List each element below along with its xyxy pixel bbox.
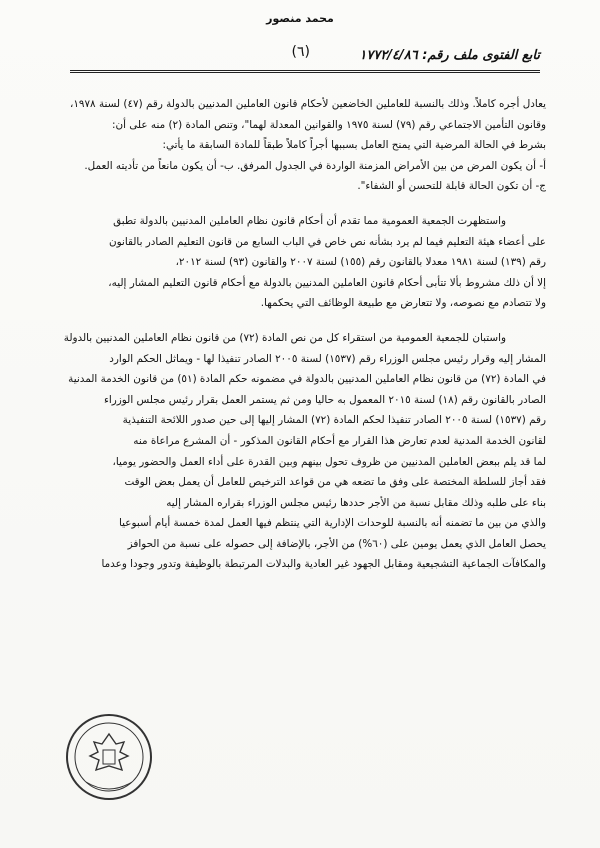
text-line: واستظهرت الجمعية العمومية مما تقدم أن أحكام قانون نظام العاملين المدنيين بالدولة تطبق <box>113 214 506 227</box>
page-number: (٦) <box>291 44 310 60</box>
text-line: في المادة (٧٢) من قانون نظام العاملين المدنيين بالدولة في مضمونه حكم المادة (٥١) من قانون الخدمة المدنية <box>68 373 546 386</box>
text-line: وقانون التأمين الاجتماعي رقم (٧٩) لسنة ١٩٧٥ والقوانين المعدلة لهما"، وتنص المادة (٢) منه على أن: <box>111 118 546 131</box>
text-line: والمكافآت الجماعية التشجيعية ومقابل الجهود غير العادية والبدلات المرتبطة بالوظيفة وتدور وجودا وعدما <box>101 558 546 571</box>
body-text <box>62 94 546 575</box>
text-line: فقد أجاز للسلطة المختصة على وفق ما تضعه هي من قواعد الترخيص للعامل أن يعمل بعض الوقت <box>124 476 546 489</box>
text-line: الصادر بالقانون رقم (١٨) لسنة ٢٠١٥ المعمول به حاليا ومن ثم يستمر العمل بقرار رئيس مجلس الوزراء <box>104 393 546 406</box>
text-line: لما قد يلم ببعض العاملين المدنيين من ظروف تحول بينهم وبين القدرة على أداء العمل والحضور يوميا، <box>112 455 546 468</box>
text-line: المشار إليه وقرار رئيس مجلس الوزراء رقم (١٥٣٧) لسنة ٢٠٠٥ الصادر تنفيذا لها - ويماثل الحكم الوارد <box>109 352 546 365</box>
text-line: واستبان للجمعية العمومية من استقراء كل من نص المادة (٧٢) من قانون نظام العاملين المدنيين بالدولة <box>63 331 506 344</box>
text-line: رقم (١٣٩) لسنة ١٩٨١ معدلا بالقانون رقم (١٥٥) لسنة ٢٠٠٧ والقانون (٩٣) لسنة ٢٠١٢، <box>175 256 546 269</box>
header-rule <box>70 70 540 73</box>
text-line: بشرط في الحالة المرضية التي يمنح العامل بسببها أجراً كاملاً طبقاً للمادة السابقة ما يأتي: <box>162 139 546 152</box>
text-line: على أعضاء هيئة التعليم فيما لم يرد بشأنه نص خاص في الباب السابع من قانون التعليم الصادر بالقانون <box>108 235 546 248</box>
text-line: ج- أن تكون الحالة قابلة للتحسن أو الشفاء". <box>357 180 546 193</box>
eagle-icon <box>90 734 128 770</box>
text-line: يحصل العامل الذي يعمل يومين على (٦٠%) من الأجر، بالإضافة إلى حصوله على نسبة من الحوافز <box>127 537 546 550</box>
author-name: محمد منصور <box>266 12 334 25</box>
text-line: إلا أن ذلك مشروط بألا تتأبى أحكام قانون العاملين المدنيين بالدولة مع أحكام قانون التعليم المشار إليه، <box>108 276 546 289</box>
text-line: ولا تتصادم مع نصوصه، ولا تتعارض مع طبيعة الوظائف التي يحكمها. <box>260 297 546 310</box>
text-line: يعادل أجره كاملاً. وذلك بالنسبة للعاملين الخاضعين لأحكام قانون العاملين المدنيين بالدولة رقم (٤٧) لسنة ١٩٧٨، <box>69 98 546 110</box>
state-council-seal <box>64 712 154 802</box>
page-header <box>70 44 540 70</box>
text-line: لقانون الخدمة المدنية لعدم تعارض هذا القرار مع أحكام القانون المذكور - أن المشرع مراعاة منه <box>133 434 546 447</box>
text-line: أ- أن يكون المرض من بين الأمراض المزمنة الواردة في الجدول المرفق. ب- أن يكون مانعاً من تأديته العمل. <box>84 159 546 172</box>
text-line: رقم (١٥٣٧) لسنة ٢٠٠٥ الصادر تنفيذا لحكم المادة (٧٢) المشار إليها إلى حين صدور اللائحة التنفيذية <box>122 414 546 427</box>
text-line: والذي من بين ما تضمنه أنه بالنسبة للوحدات الإدارية التي ينتظم فيها العمل لمدة خمسة أيام أسبوعيا <box>118 517 546 530</box>
text-line: بناء على طلبه وذلك مقابل نسبة من الأجر حددها رئيس مجلس الوزراء بقراره المشار إليه <box>166 496 546 509</box>
file-reference: تابع الفتوى ملف رقم: ١٧٧٢/٤/٨٦ <box>359 48 540 63</box>
